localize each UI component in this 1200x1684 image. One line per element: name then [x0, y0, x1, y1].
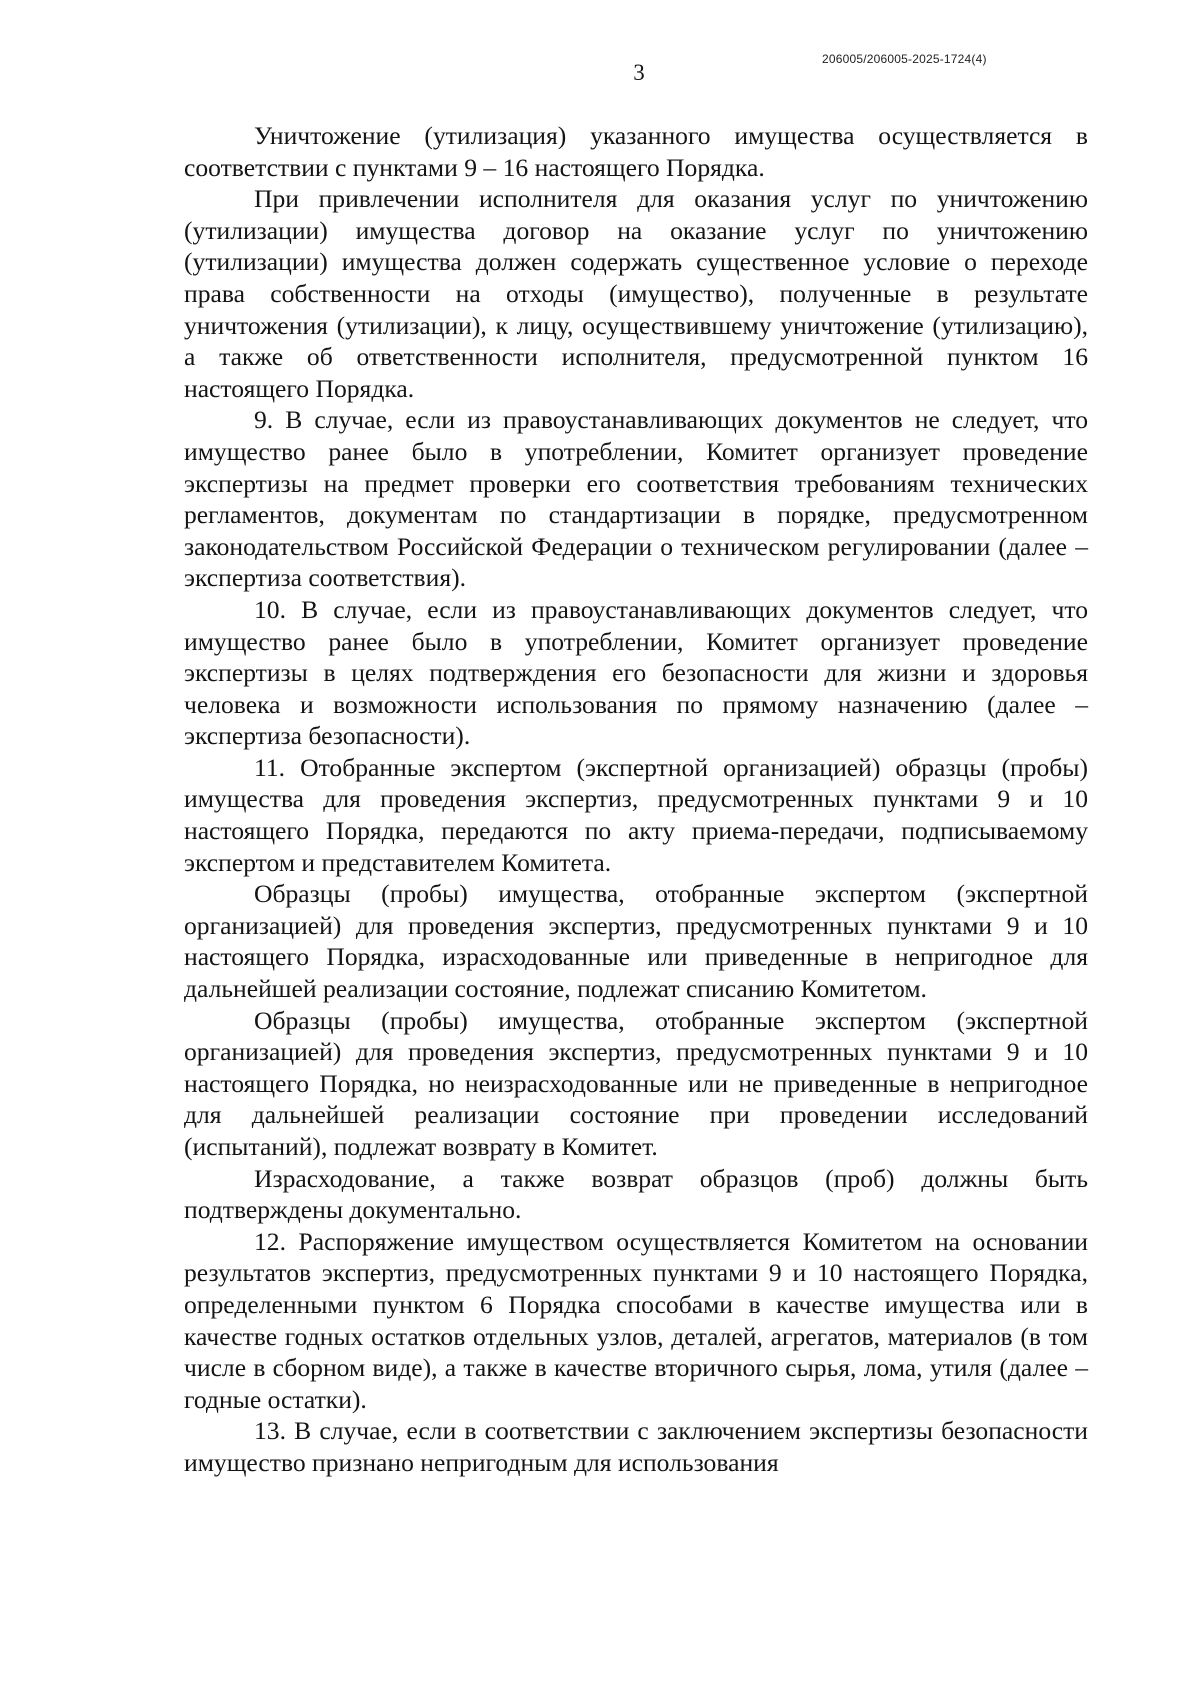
paragraph-item-11: 11. Отобранные экспертом (экспертной организацией) образцы (пробы) имущества для проведения экспертиз, предусмотренных пунктами 9 и 10 настоящего Порядка, передаются по акту приема-передачи, подписываемому экспертом и представителем Комитета. [184, 752, 1088, 877]
page-number: 3 [633, 60, 645, 85]
paragraph-contractor-terms: При привлечении исполнителя для оказания услуг по уничтожению (утилизации) имущества договор на оказание услуг по уничтожению (утилизации) имущества должен содержать существенное условие о переходе права собственности на отходы (имущество), полученные в результате уничтожения (утилизации), к лицу, осуществившему уничтожение (утилизацию), а также об ответственности исполнителя, предусмотренной пунктом 16 настоящего Порядка. [184, 184, 1088, 403]
paragraph-samples-written-off: Образцы (пробы) имущества, отобранные экспертом (экспертной организацией) для проведения экспертиз, предусмотренных пунктами 9 и 10 настоящего Порядка, израсходованные или приведенные в непригодное для дальнейшей реализации состояние, подлежат списанию Комитетом. [184, 879, 1088, 1004]
paragraph-item-12: 12. Распоряжение имуществом осуществляется Комитетом на основании результатов экспертиз, предусмотренных пунктами 9 и 10 настоящего Порядка, определенными пунктом 6 Порядка способами в качестве имущества или в качестве годных остатков отдельных узлов, деталей, агрегатов, материалов (в том числе в сборном виде), а также в качестве вторичного сырья, лома, утиля (далее – годные остатки). [184, 1226, 1088, 1414]
document-body [184, 120, 1088, 1479]
paragraph-item-9: 9. В случае, если из правоустанавливающих документов не следует, что имущество ранее было в употреблении, Комитет организует проведение экспертизы на предмет проверки его соответствия требованиям технических регламентов, документам по стандартизации в порядке, предусмотренном законодательством Российской Федерации о техническом регулировании (далее – экспертиза соответствия). [184, 405, 1088, 593]
paragraph-item-10: 10. В случае, если из правоустанавливающих документов следует, что имущество ранее было в употреблении, Комитет организует проведение экспертизы в целях подтверждения его безопасности для жизни и здоровья человека и возможности использования по прямому назначению (далее – экспертиза безопасности). [184, 594, 1088, 751]
paragraph-destruction-intro: Уничтожение (утилизация) указанного имущества осуществляется в соответствии с пунктами 9 – 16 настоящего Порядка. [184, 121, 1088, 182]
paragraph-item-13: 13. В случае, если в соответствии с заключением экспертизы безопасности имущество признано непригодным для использования [184, 1416, 1088, 1477]
document-id: 206005/206005-2025-1724(4) [822, 52, 987, 66]
paragraph-samples-returned: Образцы (пробы) имущества, отобранные экспертом (экспертной организацией) для проведения экспертиз, предусмотренных пунктами 9 и 10 настоящего Порядка, но неизрасходованные или не приведенные в непригодное для дальнейшей реализации состояние при проведении исследований (испытаний), подлежат возврату в Комитет. [184, 1005, 1088, 1161]
paragraph-documentation: Израсходование, а также возврат образцов (проб) должны быть подтверждены документально. [184, 1163, 1088, 1225]
